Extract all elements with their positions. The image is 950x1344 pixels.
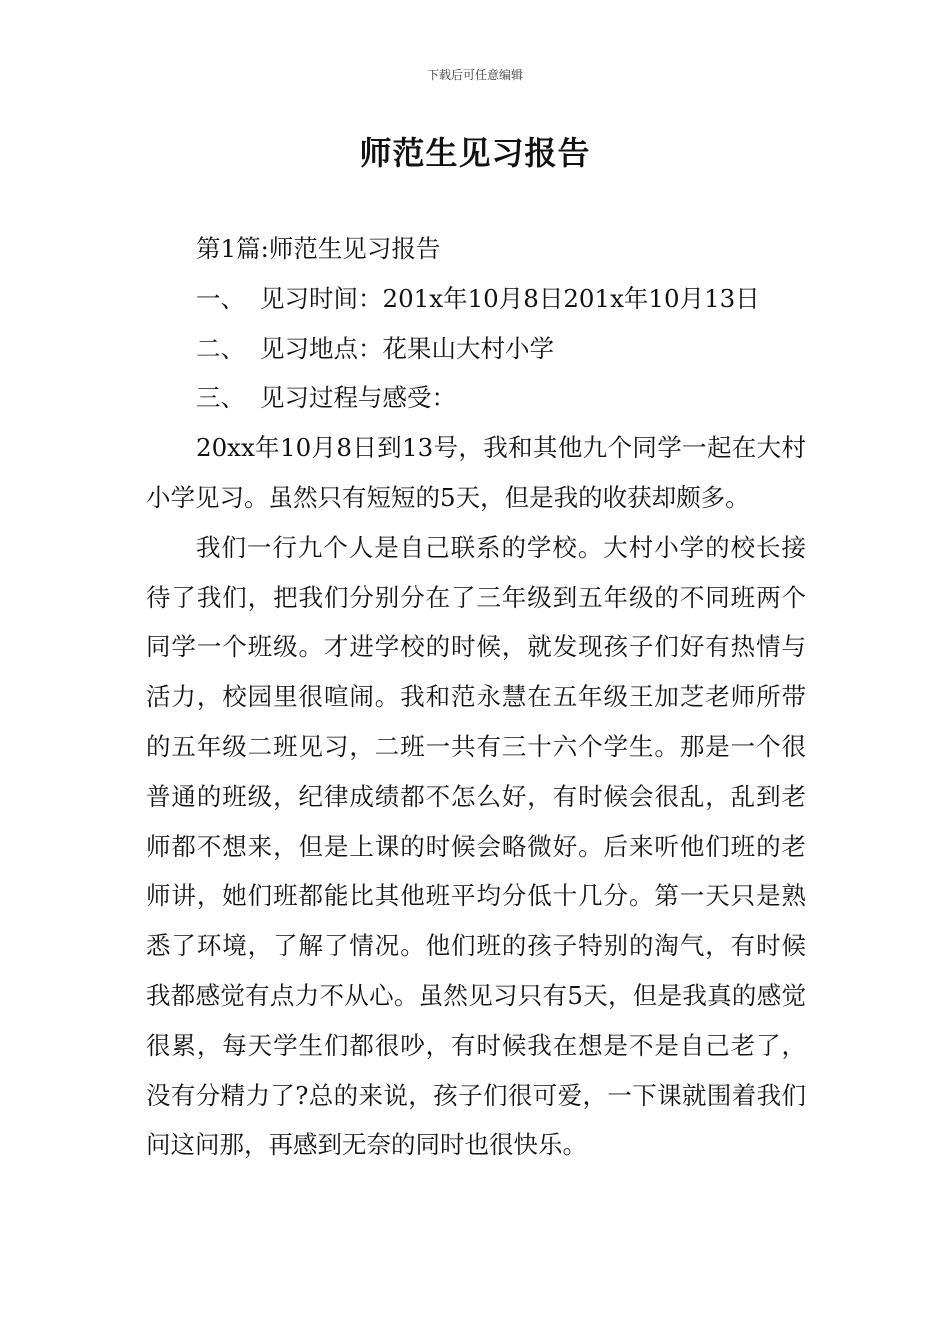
list-item-time bbox=[146, 274, 806, 324]
list-item-text: 见习过程与感受： bbox=[260, 383, 456, 413]
document-title: 师范生见习报告 bbox=[359, 134, 591, 172]
list-item-number: 一、 bbox=[196, 283, 245, 313]
list-item-text: 见习地点：花果山大村小学 bbox=[260, 333, 554, 363]
paragraph-intro: 20xx年10月8日到13号，我和其他九个同学一起在大村小学见习。虽然只有短短的5天，但是我的收获却颇多。 bbox=[146, 433, 806, 512]
list-item-number: 二、 bbox=[196, 333, 245, 363]
list-item-text: 见习时间：201x年10月8日201x年10月13日 bbox=[260, 283, 760, 313]
list-item-number: 三、 bbox=[196, 383, 245, 413]
paragraph-experience: 我们一行九个人是自己联系的学校。大村小学的校长接待了我们，把我们分别分在了三年级到五年级的不同班两个同学一个班级。才进学校的时候，就发现孩子们好有热情与活力，校园里很喧闹。我和范永慧在五年级王加芝老师所带的五年级二班见习，二班一共有三十六个学生。那是一个很普通的班级，纪律成绩都不怎么好，有时候会很乱，乱到老师都不想来，但是上课的时候会略微好。后来听他们班的老师讲，她们班都能比其他班平均分低十几分。第一天只是熟悉了环境，了解了情况。他们班的孩子特别的淘气，有时候我都感觉有点力不从心。虽然见习只有5天，但是我真的感觉很累，每天学生们都很吵，有时候我在想是不是自己老了，没有分精力了?总的来说，孩子们很可爱，一下课就围着我们问这问那，再感到无奈的同时也很快乐。 bbox=[146, 532, 806, 1160]
document-body bbox=[146, 224, 806, 1170]
header-note: 下载后可任意编辑 bbox=[426, 68, 523, 82]
list-item-process bbox=[146, 373, 806, 423]
list-item-location bbox=[146, 324, 806, 374]
section-heading: 第1篇:师范生见习报告 bbox=[196, 234, 441, 263]
